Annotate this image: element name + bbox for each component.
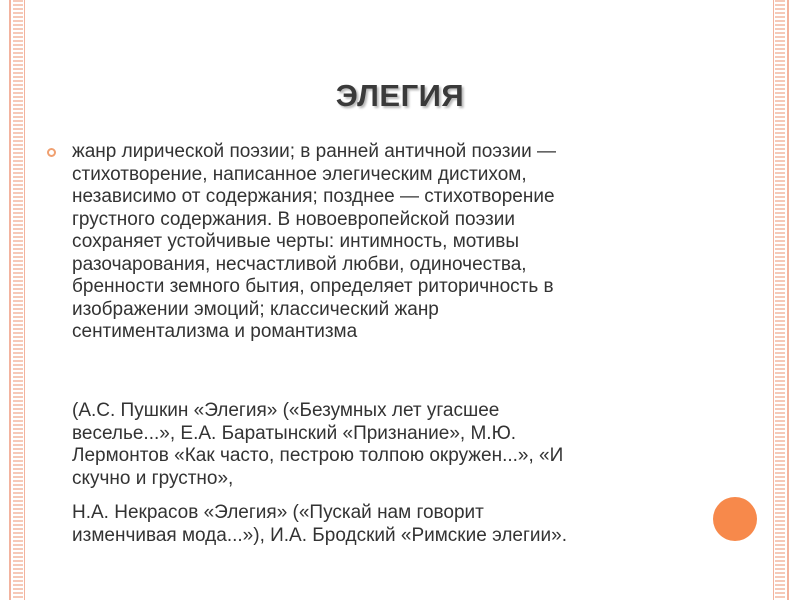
examples-paragraph-1: (А.С. Пушкин «Элегия» («Безумных лет угасшее веселье...», Е.А. Баратынский «Признание», М.Ю. Лермонтов «Как часто, пестрою толпою окружен...», «И скучно и грустно», [72,400,564,489]
examples-paragraph-2: Н.А. Некрасов «Элегия» («Пускай нам говорит изменчивая мода...»), И.А. Бродский «Римские элегии». [72,502,568,546]
decorative-orange-circle [713,497,757,541]
bullet-circle-icon [47,148,56,157]
definition-paragraph: жанр лирической поэзии; в ранней античной поэзии — стихотворение, написанное элегическим дистихом, независимо от содержания; позднее — стихотворение грустного содержания. В новоевропейской поэзии сохраняет устойчивые черты: интимность, мотивы разочарования, несчастливой любви, одиночества, бренности земного бытия, определяет риторичность в изображении эмоций; классический жанр сентиментализма и романтизма [72,141,557,342]
slide-title: ЭЛЕГИЯ [335,78,465,113]
